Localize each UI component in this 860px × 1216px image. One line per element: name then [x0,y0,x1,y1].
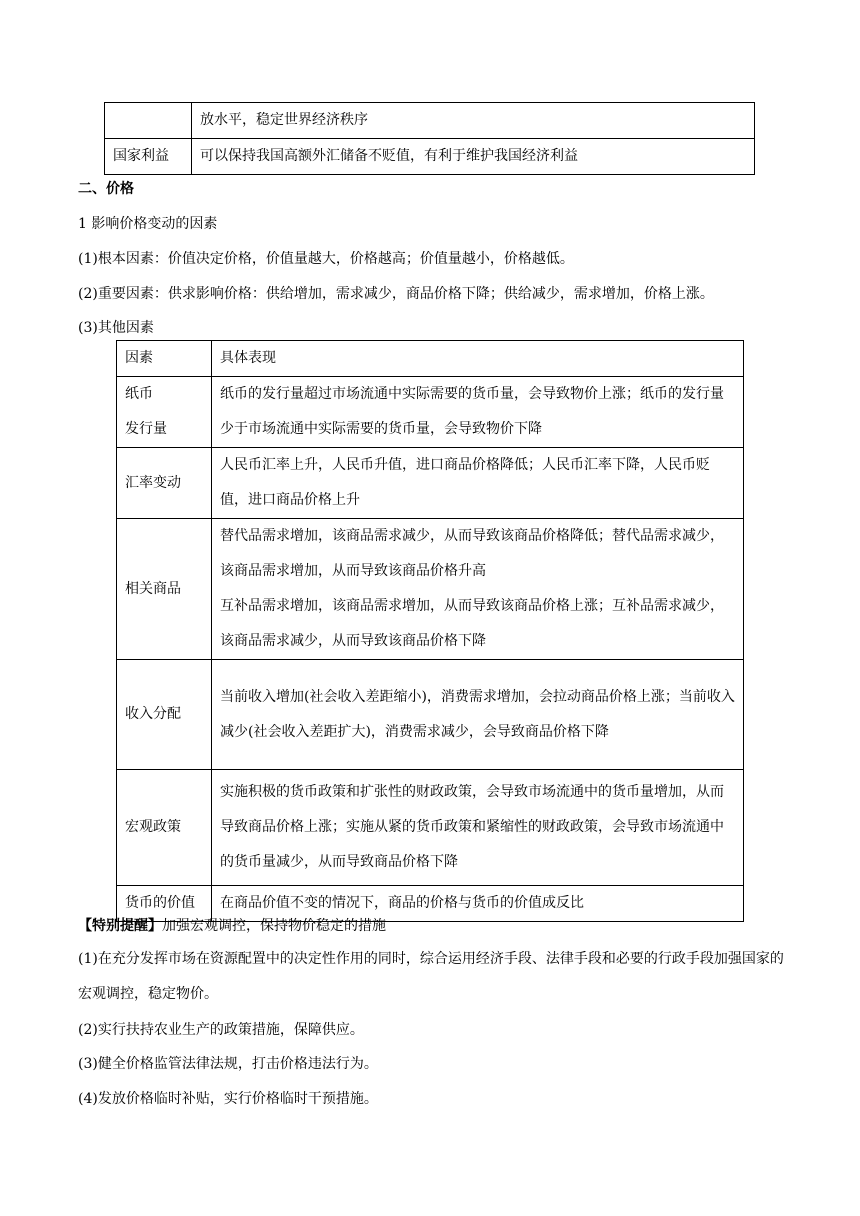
section-title: 二、价格 [78,181,134,197]
point-1: (1)根本因素：价值决定价格，价值量越大，价格越高；价值量越小，价格越低。 [78,251,574,267]
reminder-title: 加强宏观调控，保持物价稳定的措施 [162,918,386,934]
table-cell-label [105,103,192,139]
table-row [117,519,744,660]
factor-cell: 货币的价值 [117,886,212,922]
point-3: (3)其他因素 [78,320,154,336]
factor-line: 发行量 [125,421,167,437]
table-row [117,660,744,770]
detail-cell: 人民币汇率上升，人民币升值，进口商品价格降低；人民币汇率下降，人民币贬值，进口商品价格上升 [212,448,744,519]
factor-cell: 宏观政策 [117,770,212,886]
table-row [117,448,744,519]
table-header-row [117,341,744,377]
header-detail: 具体表现 [212,341,744,377]
table-cell-content: 可以保持我国高额外汇储备不贬值，有利于维护我国经济利益 [192,139,755,175]
table-cell-label: 国家利益 [105,139,192,175]
factor-cell: 相关商品 [117,519,212,660]
factor-cell [117,377,212,448]
reminder-heading [78,916,386,936]
table-row [105,139,755,175]
factor-cell: 汇率变动 [117,448,212,519]
detail-cell: 当前收入增加(社会收入差距缩小)，消费需求增加，会拉动商品价格上涨；当前收入减少(社会收入差距扩大)，消费需求减少，会导致商品价格下降 [212,660,744,770]
detail-cell: 在商品价值不变的情况下，商品的价格与货币的价值成反比 [212,886,744,922]
factor-cell: 收入分配 [117,660,212,770]
reminder-item-1: (1)在充分发挥市场在资源配置中的决定性作用的同时，综合运用经济手段、法律手段和必要的行政手段加强国家的宏观调控，稳定物价。 [78,951,784,1002]
factor-line: 纸币 [125,386,153,402]
reminder-item-4: (4)发放价格临时补贴，实行价格临时干预措施。 [78,1091,378,1107]
reminder-item-2: (2)实行扶持农业生产的政策措施，保障供应。 [78,1022,364,1038]
top-table [104,102,755,175]
detail-text: 互补品需求增加，该商品需求增加，从而导致该商品价格上涨；互补品需求减少，该商品需求减少，从而导致该商品价格下降 [220,598,724,649]
table-row [105,103,755,139]
point-2: (2)重要因素：供求影响价格：供给增加，需求减少，商品价格下降；供给减少，需求增加，价格上涨。 [78,286,714,302]
detail-cell: 实施积极的货币政策和扩张性的财政政策，会导致市场流通中的货币量增加，从而导致商品价格上涨；实施从紧的货币政策和紧缩性的财政政策，会导致市场流通中的货币量减少，从而导致商品价格下降 [212,770,744,886]
table-row [117,377,744,448]
sub-title: 1 影响价格变动的因素 [78,216,218,232]
table-row [117,770,744,886]
table-cell-content: 放水平，稳定世界经济秩序 [192,103,755,139]
reminder-tag: 【特别提醒】 [78,918,162,934]
header-factor: 因素 [117,341,212,377]
factor-table [116,340,744,922]
reminder-item-3: (3)健全价格监管法律法规，打击价格违法行为。 [78,1056,378,1072]
detail-cell: 纸币的发行量超过市场流通中实际需要的货币量，会导致物价上涨；纸币的发行量少于市场流通中实际需要的货币量，会导致物价下降 [212,377,744,448]
detail-text: 替代品需求增加，该商品需求减少，从而导致该商品价格降低；替代品需求减少，该商品需求增加，从而导致该商品价格升高 [220,528,724,579]
detail-cell [212,519,744,660]
